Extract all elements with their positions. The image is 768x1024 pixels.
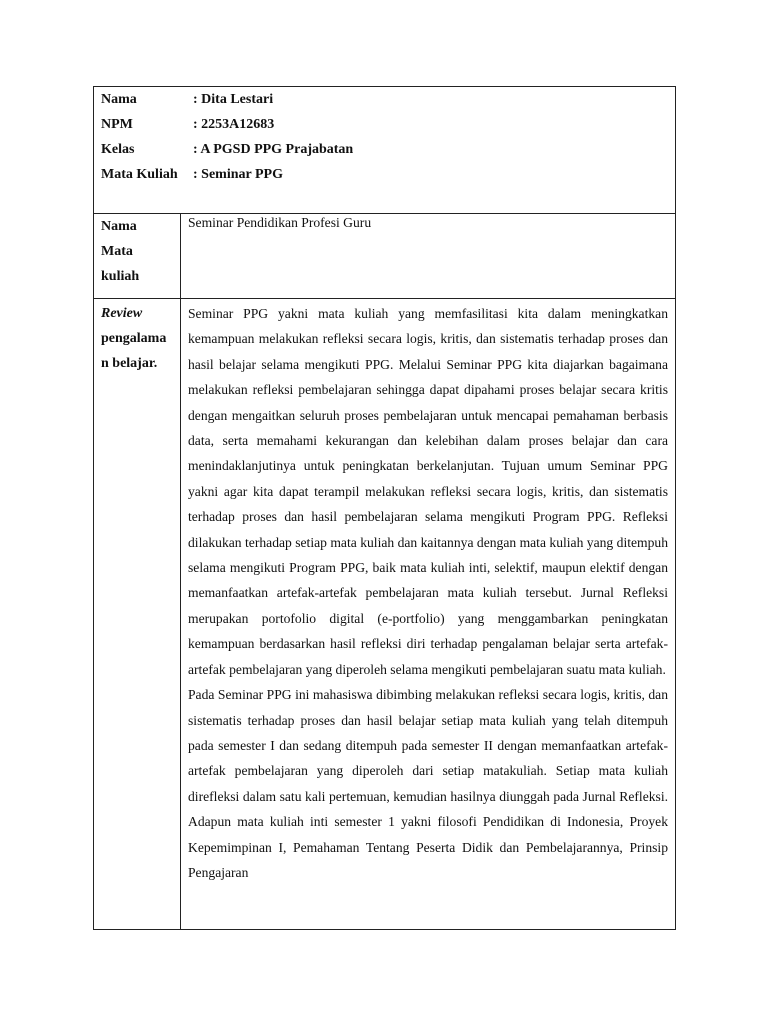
identity-section [94,87,675,214]
identity-lines [101,87,353,213]
identity-label: NPM [101,116,133,132]
identity-row-course [101,162,353,187]
review-label-line: n belajar. [101,356,158,371]
course-name-value: Seminar Pendidikan Profesi Guru [188,215,372,230]
review-content [181,299,675,929]
review-label-line: pengalama [101,331,167,346]
identity-value: : A PGSD PPG Prajabatan [193,141,354,157]
identity-row-class [101,137,353,162]
course-name-row [94,214,675,299]
identity-label: Nama [101,91,137,107]
identity-row-npm [101,112,353,137]
review-label-line: Review [101,306,143,321]
course-label-line: Nama [101,219,137,234]
review-row [94,299,675,929]
course-label-line: kuliah [101,269,140,284]
review-paragraph-2: Pada Seminar PPG ini mahasiswa dibimbing melakukan refleksi secara logis, kritis, dan sistematis terhadap proses dan hasil belajar setiap mata kuliah yang telah ditempuh pada semester I dan sedang ditempuh pada semester II dengan memanfaatkan artefak-artefak pembelajaran yang diperoleh dari setiap matakuliah. Setiap mata kuliah direfleksi dalam satu kali pertemuan, kemudian hasilnya diunggah pada Jurnal Refleksi. Adapun mata kuliah inti semester 1 yakni filosofi Pendidikan di Indonesia, Proyek Kepemimpinan I, Pemahaman Tentang Peserta Didik dan Pembelajarannya, Prinsip Pengajaran [188,687,668,880]
identity-value: : Seminar PPG [193,166,283,182]
identity-label: Mata Kuliah [101,166,178,182]
course-label-line: Mata [101,244,133,259]
identity-value: : 2253A12683 [193,116,275,132]
identity-row-name [101,87,353,112]
review-paragraph-1: Seminar PPG yakni mata kuliah yang memfasilitasi kita dalam meningkatkan kemampuan melakukan refleksi secara logis, kritis, dan sistematis terhadap proses dan hasil belajar selama mengikuti PPG. Melalui Seminar PPG kita diajarkan bagaimana melakukan refleksi pembelajaran sehingga dapat dipahami proses belajar secara kritis dengan mengaitkan seluruh proses pembelajaran untuk mencapai pemahaman berbasis data, serta memahami kekurangan dan kelebihan dalam proses belajar dan cara menindaklanjutinya untuk peningkatan berkelanjutan. Tujuan umum Seminar PPG yakni agar kita dapat terampil melakukan refleksi secara logis, kritis, dan sistematis terhadap proses dan hasil pembelajaran selama mengikuti Program PPG. Refleksi dilakukan terhadap setiap mata kuliah dan kaitannya dengan mata kuliah yang ditempuh selama mengikuti Program PPG, baik mata kuliah inti, selektif, maupun elektif dengan memanfaatkan artefak-artefak pembelajaran mata kuliah tersebut. Jurnal Refleksi merupakan portofolio digital (e-portfolio) yang menggambarkan peningkatan kemampuan berdasarkan hasil refleksi diri terhadap pengalaman belajar serta artefak-artefak pembelajaran yang diperoleh selama mengikuti pembelajaran suatu mata kuliah. [188,306,668,677]
identity-value: : Dita Lestari [193,91,274,107]
identity-label: Kelas [101,141,135,157]
review-label [94,299,181,929]
reflection-table [93,86,676,930]
course-name-label [94,214,181,298]
